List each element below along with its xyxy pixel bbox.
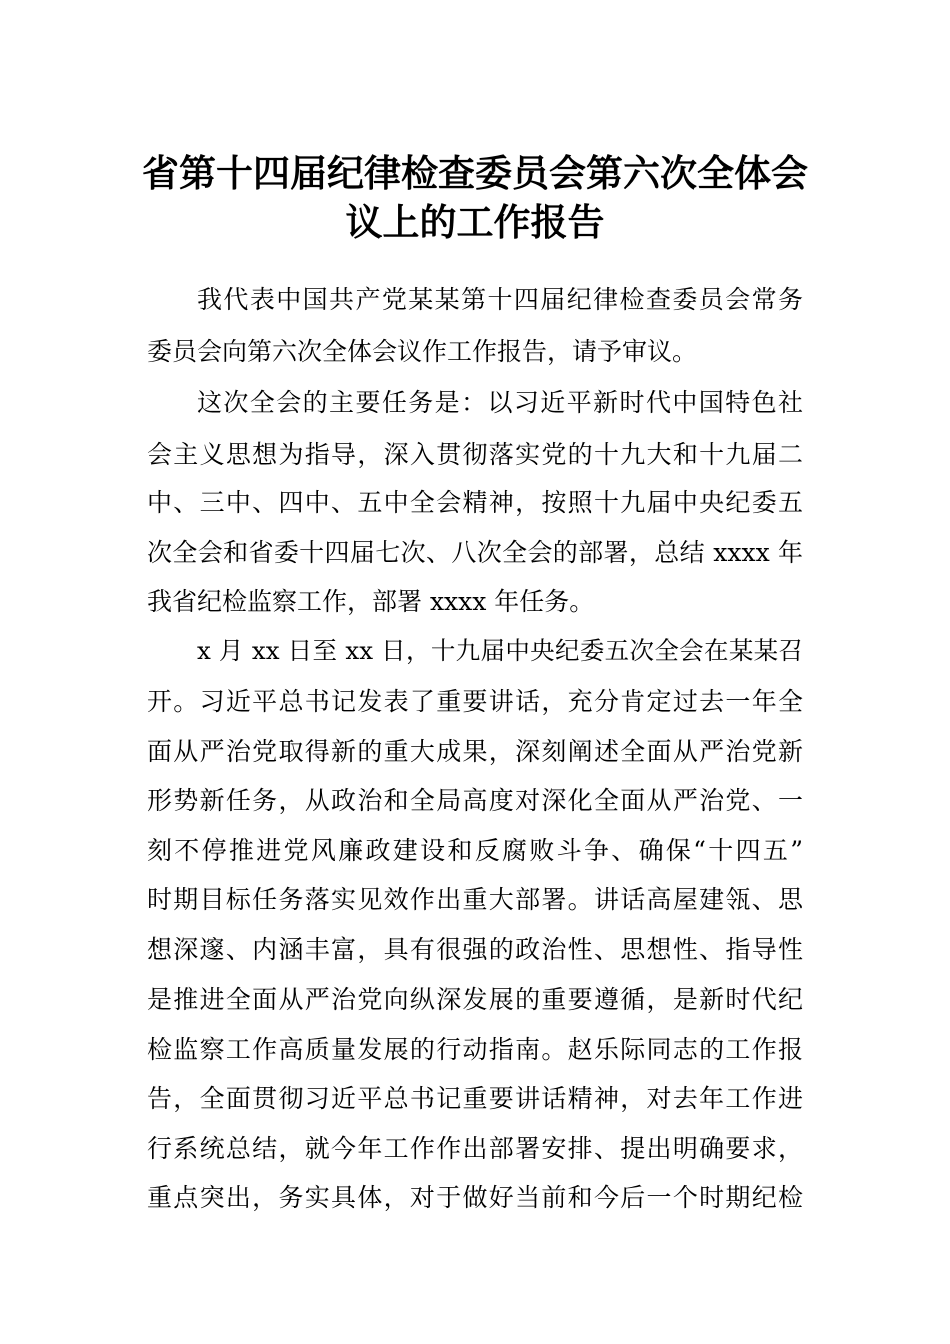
paragraph-1-line-2: 委员会向第六次全体会议作工作报告，请予审议。: [147, 337, 698, 366]
paragraph-3-line-4: 形势新任务，从政治和全局高度对深化全面从严治党、一: [147, 786, 803, 815]
paragraph-3-line-10: 告，全面贯彻习近平总书记重要讲话精神，对去年工作进: [147, 1084, 803, 1113]
paragraph-3-line-6: 时期目标任务落实见效作出重大部署。讲话高屋建瓴、思: [147, 885, 803, 914]
paragraph-3-line-8: 是推进全面从严治党向纵深发展的重要遵循，是新时代纪: [147, 985, 803, 1014]
paragraph-3-line-12: 重点突出，务实具体，对于做好当前和今后一个时期纪检: [147, 1183, 803, 1212]
document-title-line-2: 议上的工作报告: [345, 200, 605, 244]
paragraph-2-line-2: 会主义思想为指导，深入贯彻落实党的十九大和十九届二: [147, 440, 803, 469]
paragraph-2-line-3: 中、三中、四中、五中全会精神，按照十九届中央纪委五: [147, 488, 803, 517]
document-title-line-1: 省第十四届纪律检查委员会第六次全体会: [142, 151, 808, 195]
paragraph-3-line-2: 开。习近平总书记发表了重要讲话，充分肯定过去一年全: [147, 687, 803, 716]
paragraph-2-line-4: 次全会和省委十四届七次、八次全会的部署，总结 xxxx 年: [147, 538, 803, 567]
paragraph-3-line-1: x 月 xx 日至 xx 日，十九届中央纪委五次全会在某某召: [197, 636, 803, 665]
paragraph-3-line-5: 刻不停推进党风廉政建设和反腐败斗争、确保“十四五”: [147, 836, 803, 865]
paragraph-2-line-1: 这次全会的主要任务是：以习近平新时代中国特色社: [197, 388, 803, 417]
paragraph-3-line-3: 面从严治党取得新的重大成果，深刻阐述全面从严治党新: [147, 737, 803, 766]
paragraph-2-line-5: 我省纪检监察工作，部署 xxxx 年任务。: [147, 587, 595, 616]
paragraph-1-line-1: 我代表中国共产党某某第十四届纪律检查委员会常务: [197, 285, 803, 314]
paragraph-3-line-9: 检监察工作高质量发展的行动指南。赵乐际同志的工作报: [147, 1035, 803, 1064]
paragraph-3-line-7: 想深邃、内涵丰富，具有很强的政治性、思想性、指导性: [147, 935, 803, 964]
paragraph-3-line-11: 行系统总结，就今年工作作出部署安排、提出明确要求，: [147, 1134, 803, 1163]
